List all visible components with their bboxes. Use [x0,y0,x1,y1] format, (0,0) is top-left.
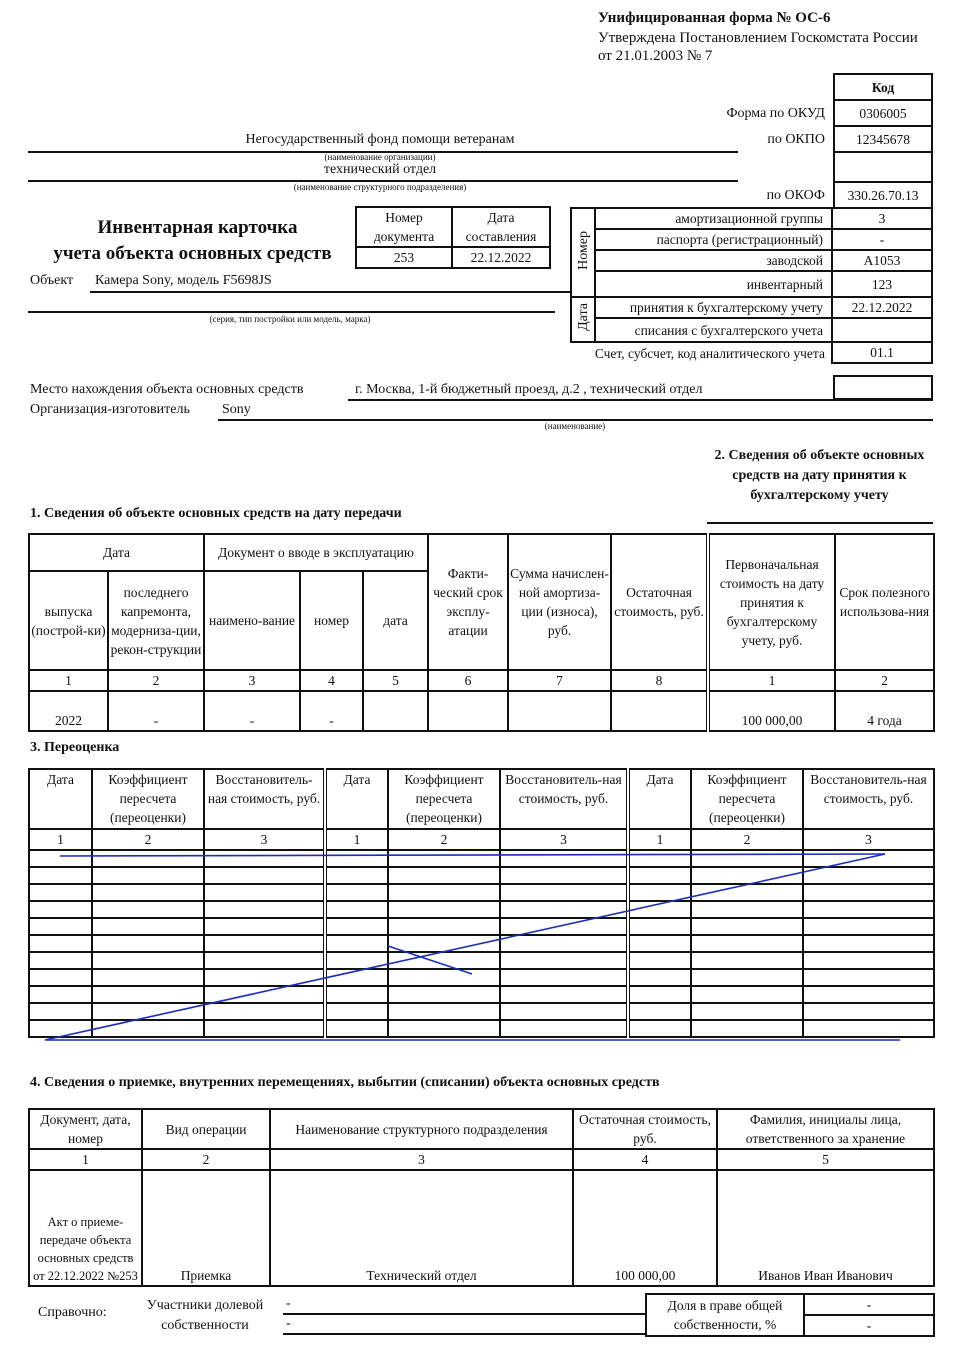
okpo-label: по ОКПО [767,132,825,147]
form-title: Унифицированная форма № ОС-6 [598,10,831,26]
share-label: Доля в праве общей собственности, % [646,1294,804,1336]
h-residual: Остаточная стоимость, руб. [611,534,708,670]
h-useful: Срок полезного использова-ния [835,534,934,670]
factory-number-value[interactable]: A1053 [832,250,932,271]
department-caption: (наименование структурного подразделения) [293,182,467,192]
reval-h-coef: Коэффициент пересчета (переоценки) [92,769,204,829]
number-group-label: Номер [571,208,595,297]
account-label: Счет, субсчет, код аналитического учета [594,345,825,361]
inventory-number-label: инвентарный [595,271,832,297]
h-repair: последнего капремонта, модерниза-ции, рекон-струкции [108,571,204,670]
col-num: 1 [29,829,92,850]
col-num: 7 [508,670,611,691]
card-title-line-2: учета объекта основных средств [53,243,332,264]
organization-name[interactable]: Негосударственный фонд помощи ветеранам [245,132,515,147]
movement-table [28,1108,935,1287]
participant-1[interactable]: - [286,1296,291,1311]
mv-h-op: Вид операции [142,1109,270,1149]
participants-label: Участники долевой собственности [146,1298,264,1333]
object-label: Объект [30,273,74,288]
writeoff-date-label: списания с бухгалтерского учета [595,318,832,342]
col-num: 1 [708,670,835,691]
mv-doc[interactable]: Акт о приеме-передаче объекта основных средств от 22.12.2022 №253 [29,1170,142,1286]
mv-h-person: Фамилия, инициалы лица, ответственного за хранение [717,1109,934,1149]
col-num: 2 [835,670,934,691]
department-name[interactable]: технический отдел [323,162,437,177]
mv-h-doc: Документ, дата, номер [29,1109,142,1149]
reval-h-coef: Коэффициент пересчета (переоценки) [691,769,803,829]
section3-title: 3. Переоценка [30,740,120,755]
col-num: 4 [573,1149,717,1170]
factory-number-label: заводской [595,250,832,271]
col-num: 1 [29,670,108,691]
codes-header: Код [834,74,932,100]
col-num: 3 [204,829,325,850]
inventory-number-value[interactable]: 123 [832,271,932,297]
okof-label: по ОКОФ [766,188,825,203]
amort-group-label: амортизационной группы [595,208,832,229]
strike-line-diagonal [45,854,885,1040]
participant-2[interactable]: - [286,1316,291,1331]
location-value[interactable]: г. Москва, 1-й бюджетный проезд, д.2 , технический отдел [355,382,703,397]
h-actual: Факти-ческий срок эксплу-атации [428,534,508,670]
participant-1-underline [283,1313,645,1315]
col-num: 6 [428,670,508,691]
h-docdate: дата [363,571,428,670]
approved-line-2: от 21.01.2003 № 7 [598,48,713,64]
passport-value[interactable]: - [832,229,932,250]
reference-label: Справочно: [38,1305,107,1320]
manufacturer-value[interactable]: Sony [222,402,251,417]
doc-number[interactable]: - [300,691,363,731]
col-num: 1 [628,829,691,850]
col-num: 2 [92,829,204,850]
h-doc: Документ о вводе в эксплуатацию [204,534,428,571]
h-amort: Сумма начислен-ной амортиза-ции (износа), руб. [508,534,611,670]
org-caption: (наименование организации) [324,152,436,162]
col-num: 5 [717,1149,934,1170]
doc-number-header: Номер документа [356,207,452,247]
col-num: 1 [325,829,388,850]
col-num: 3 [803,829,934,850]
okof-value[interactable]: 330.26.70.13 [834,182,932,208]
col-num: 3 [204,670,300,691]
accept-date-value[interactable]: 22.12.2022 [832,297,932,318]
strike-line-top [60,854,885,856]
section4-title: 4. Сведения о приемке, внутренних перемещениях, выбытии (списании) объекта основных средств [30,1075,660,1090]
mv-operation[interactable]: Приемка [142,1170,270,1286]
col-num: 2 [108,670,204,691]
okpo-value[interactable]: 12345678 [834,126,932,152]
col-num: 2 [142,1149,270,1170]
share-table [645,1293,935,1337]
okud-label: Форма по ОКУД [726,106,825,121]
reval-h-cost: Восстановитель-ная стоимость, руб. [500,769,628,829]
h-release: выпуска (построй-ки) [29,571,108,670]
initial-cost[interactable]: 100 000,00 [708,691,835,731]
h-initial: Первоначальная стоимость на дату принятия к бухгалтерскому учету, руб. [708,534,835,670]
doc-name[interactable]: - [204,691,300,731]
repair-date[interactable]: - [108,691,204,731]
share-2[interactable]: - [804,1315,934,1336]
passport-label: паспорта (регистрационный) [595,229,832,250]
reval-h-date: Дата [29,769,92,829]
object-caption: (серия, тип постройки или модель, марка) [209,314,371,324]
reval-h-cost: Восстановитель-ная стоимость, руб. [204,769,325,829]
col-num: 2 [388,829,500,850]
section2-title: 2. Сведения об объекте основных средств на дату принятия к бухгалтерскому учету [714,448,925,503]
approved-line-1: Утверждена Постановлением Госкомстата России [598,30,918,46]
participant-2-underline [283,1333,645,1335]
useful-life[interactable]: 4 года [835,691,934,731]
doc-date-header: Дата составления [452,207,550,247]
mv-h-dept: Наименование структурного подразделения [270,1109,573,1149]
col-num: 3 [270,1149,573,1170]
col-num: 1 [29,1149,142,1170]
h-name: наимено-вание [204,571,300,670]
mv-residual[interactable]: 100 000,00 [573,1170,717,1286]
accept-date-label: принятия к бухгалтерскому учету [595,297,832,318]
object-value[interactable]: Камера Sony, модель F5698JS [95,273,272,288]
share-1[interactable]: - [804,1294,934,1315]
h-number: номер [300,571,363,670]
account-value[interactable]: 01.1 [832,342,932,363]
reval-h-date: Дата [325,769,388,829]
reval-h-coef: Коэффициент пересчета (переоценки) [388,769,500,829]
col-num: 8 [611,670,708,691]
col-num: 4 [300,670,363,691]
section1-title: 1. Сведения об объекте основных средств на дату передачи [30,506,402,521]
doc-date-value[interactable]: 22.12.2022 [452,247,550,268]
release-year[interactable]: 2022 [29,691,108,731]
h-date: Дата [29,534,204,571]
mv-department[interactable]: Технический отдел [270,1170,573,1286]
col-num: 5 [363,670,428,691]
manufacturer-label: Организация-изготовитель [30,402,190,417]
strike-cross [388,946,472,974]
reval-h-cost: Восстановитель-ная стоимость, руб. [803,769,934,829]
okud-value[interactable]: 0306005 [834,100,932,126]
doc-number-value[interactable]: 253 [356,247,452,268]
col-num: 3 [500,829,628,850]
col-num: 2 [691,829,803,850]
manufacturer-caption: (наименование) [544,421,606,431]
mv-person[interactable]: Иванов Иван Иванович [717,1170,934,1286]
date-group-label: Дата [571,297,595,342]
mv-h-residual: Остаточная стоимость, руб. [573,1109,717,1149]
reval-h-date: Дата [628,769,691,829]
location-label: Место нахождения объекта основных средств [30,382,304,397]
card-title-line-1: Инвентарная карточка [97,217,298,238]
amort-group-value[interactable]: 3 [832,208,932,229]
